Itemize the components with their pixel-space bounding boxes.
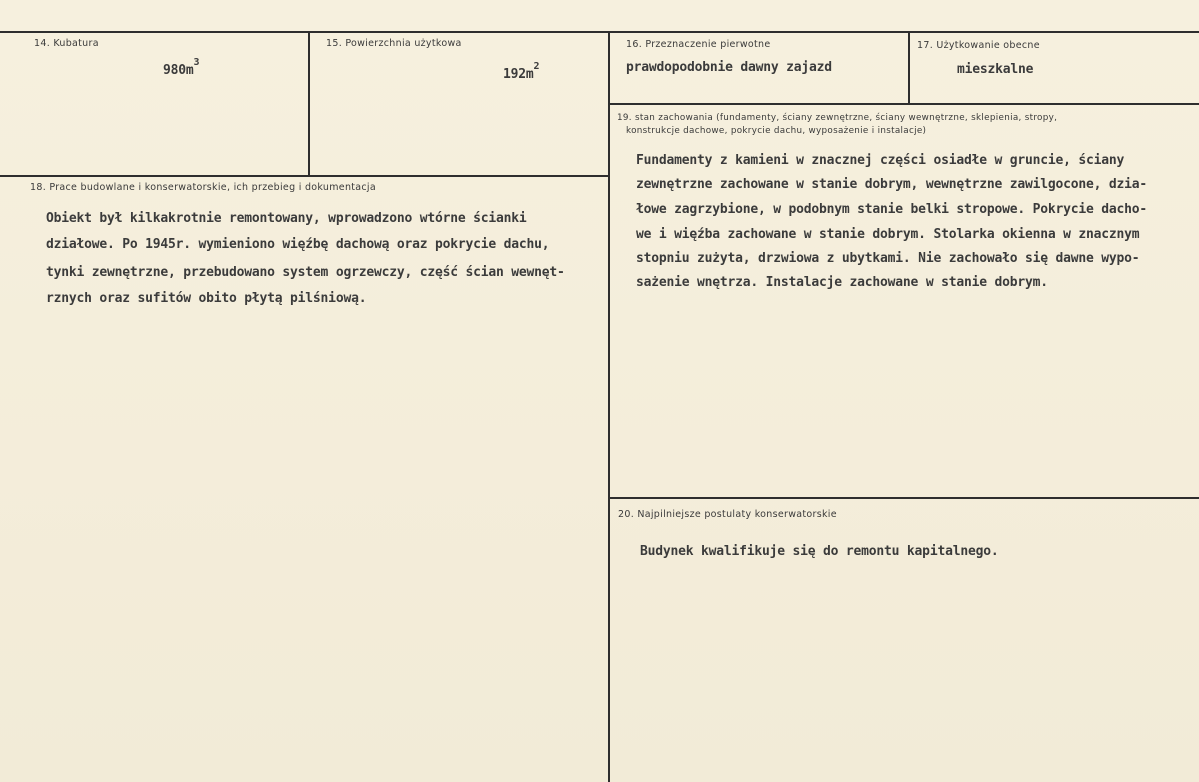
- stan-line: sażenie wnętrza. Instalacje zachowane w stanie dobrym.: [636, 275, 1048, 290]
- divider-16-17: [908, 31, 910, 105]
- powierzchnia-label: 15. Powierzchnia użytkowa: [326, 38, 462, 49]
- stan-line: Fundamenty z kamieni w znacznej części osiadłe w gruncie, ściany: [636, 153, 1125, 168]
- powierzchnia-exponent: 2: [533, 61, 540, 72]
- stan-line: zewnętrzne zachowane w stanie dobrym, wewnętrzne zawilgocone, dzia-: [636, 177, 1147, 192]
- stan-line: łowe zagrzybione, w podobnym stanie belki stropowe. Pokrycie dacho-: [636, 202, 1147, 217]
- kubatura-label: 14. Kubatura: [34, 38, 99, 49]
- stan-label-line2: konstrukcje dachowe, pokrycie dachu, wyposażenie i instalacje): [626, 126, 927, 136]
- prace-label: 18. Prace budowlane i konserwatorskie, ich przebieg i dokumentacja: [30, 182, 376, 193]
- stan-label-line1: 19. stan zachowania (fundamenty, ściany zewnętrzne, ściany wewnętrzne, sklepienia, stropy,: [617, 113, 1058, 123]
- prace-line: działowe. Po 1945r. wymieniono więźbę dachową oraz pokrycie dachu,: [46, 237, 550, 252]
- prace-line: rznych oraz sufitów obito płytą pilśniową.: [46, 291, 367, 306]
- top-border: [0, 31, 1199, 33]
- uzytkowanie-value: mieszkalne: [957, 62, 1034, 77]
- divider-stan-postulaty: [610, 497, 1199, 499]
- stan-line: stopniu zużyta, drzwiowa z ubytkami. Nie zachowało się dawne wypo-: [636, 251, 1140, 266]
- divider-main-vertical: [608, 31, 610, 782]
- prace-line: tynki zewnętrzne, przebudowano system ogrzewczy, część ścian wewnęt-: [46, 265, 565, 280]
- kubatura-number: 980m: [163, 63, 194, 78]
- header-row-bottom-left: [0, 175, 610, 177]
- divider-14-15: [308, 31, 310, 177]
- powierzchnia-value: [503, 61, 540, 87]
- przeznaczenie-value: prawdopodobnie dawny zajazd: [626, 60, 832, 75]
- powierzchnia-number: 192m: [503, 67, 534, 82]
- header-row-bottom-right: [610, 103, 1199, 105]
- kubatura-value: [163, 57, 200, 83]
- kubatura-exponent: 3: [193, 57, 200, 68]
- przeznaczenie-label: 16. Przeznaczenie pierwotne: [626, 39, 771, 50]
- postulaty-label: 20. Najpilniejsze postulaty konserwatorskie: [618, 509, 837, 520]
- uzytkowanie-label: 17. Użytkowanie obecne: [917, 40, 1040, 51]
- stan-line: we i więźba zachowane w stanie dobrym. Stolarka okienna w znacznym: [636, 227, 1140, 242]
- postulaty-line: Budynek kwalifikuje się do remontu kapitalnego.: [640, 544, 999, 559]
- prace-line: Obiekt był kilkakrotnie remontowany, wprowadzono wtórne ścianki: [46, 211, 527, 226]
